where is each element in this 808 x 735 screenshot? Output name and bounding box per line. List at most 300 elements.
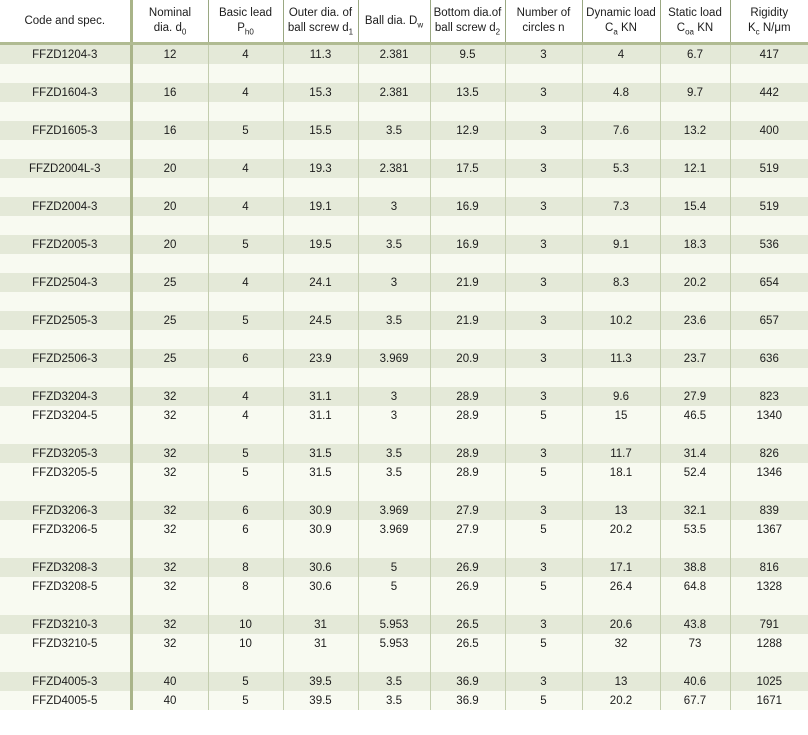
- cell-value: 31.4: [660, 444, 730, 463]
- cell-value: 31: [283, 615, 358, 634]
- spacer-cell: [660, 596, 730, 615]
- cell-value: 26.5: [430, 634, 505, 653]
- spacer-cell: [283, 254, 358, 273]
- cell-value: 5: [505, 520, 582, 539]
- cell-value: 1288: [730, 634, 808, 653]
- cell-value: 12: [131, 44, 208, 65]
- cell-code: FFZD2506-3: [0, 349, 131, 368]
- cell-value: 30.6: [283, 577, 358, 596]
- cell-value: 28.9: [430, 406, 505, 425]
- table-row: [0, 235, 808, 254]
- spacer-cell: [660, 140, 730, 159]
- cell-value: 20: [131, 159, 208, 178]
- cell-value: 2.381: [358, 44, 430, 65]
- cell-value: 38.8: [660, 558, 730, 577]
- spacer-cell: [208, 102, 283, 121]
- cell-value: 3: [505, 349, 582, 368]
- cell-value: 5: [208, 463, 283, 482]
- cell-value: 46.5: [660, 406, 730, 425]
- cell-value: 40: [131, 691, 208, 710]
- cell-value: 5: [208, 235, 283, 254]
- cell-value: 20.6: [582, 615, 660, 634]
- cell-value: 1025: [730, 672, 808, 691]
- cell-value: 1346: [730, 463, 808, 482]
- cell-value: 73: [660, 634, 730, 653]
- spacer-cell: [660, 330, 730, 349]
- cell-value: 816: [730, 558, 808, 577]
- cell-value: 67.7: [660, 691, 730, 710]
- cell-value: 32: [131, 615, 208, 634]
- cell-value: 40.6: [660, 672, 730, 691]
- cell-value: 5: [505, 691, 582, 710]
- cell-value: 7.6: [582, 121, 660, 140]
- spacer-cell: [730, 425, 808, 444]
- spacer-cell: [505, 596, 582, 615]
- spacer-cell: [505, 178, 582, 197]
- table-spacer-row: [0, 596, 808, 615]
- cell-value: 536: [730, 235, 808, 254]
- cell-code: FFZD3206-3: [0, 501, 131, 520]
- spacer-cell: [582, 596, 660, 615]
- cell-value: 19.3: [283, 159, 358, 178]
- table-spacer-row: [0, 140, 808, 159]
- table-spacer-row: [0, 64, 808, 83]
- spacer-cell: [505, 254, 582, 273]
- spacer-cell: [730, 292, 808, 311]
- cell-value: 5.953: [358, 615, 430, 634]
- cell-value: 3: [505, 672, 582, 691]
- spacer-cell: [208, 596, 283, 615]
- spacer-cell: [131, 425, 208, 444]
- table-row: [0, 83, 808, 102]
- spacer-cell: [131, 368, 208, 387]
- table-spacer-row: [0, 368, 808, 387]
- spacer-cell: [730, 368, 808, 387]
- cell-value: 27.9: [430, 520, 505, 539]
- spacer-cell: [131, 330, 208, 349]
- header-row: [0, 0, 808, 44]
- spacer-cell: [430, 482, 505, 501]
- cell-value: 20: [131, 197, 208, 216]
- cell-value: 32: [131, 634, 208, 653]
- spacer-cell: [358, 653, 430, 672]
- spacer-cell: [0, 140, 131, 159]
- cell-value: 20.2: [582, 520, 660, 539]
- spacer-cell: [730, 254, 808, 273]
- spacer-cell: [430, 140, 505, 159]
- column-header-0: Code and spec.: [0, 0, 131, 44]
- spacer-cell: [208, 330, 283, 349]
- cell-value: 3: [505, 501, 582, 520]
- cell-value: 32: [131, 501, 208, 520]
- cell-value: 519: [730, 197, 808, 216]
- column-header-7: Dynamic load $C_a$ KN: [582, 0, 660, 44]
- spacer-cell: [730, 64, 808, 83]
- cell-value: 11.7: [582, 444, 660, 463]
- cell-value: 13: [582, 501, 660, 520]
- cell-value: 32: [131, 577, 208, 596]
- cell-value: 3: [505, 197, 582, 216]
- cell-value: 6.7: [660, 44, 730, 65]
- cell-value: 3.969: [358, 501, 430, 520]
- spacer-cell: [505, 368, 582, 387]
- cell-value: 5.953: [358, 634, 430, 653]
- cell-value: 20.2: [660, 273, 730, 292]
- table-spacer-row: [0, 482, 808, 501]
- spacer-cell: [358, 216, 430, 235]
- cell-value: 654: [730, 273, 808, 292]
- cell-value: 3.5: [358, 463, 430, 482]
- cell-value: 15.3: [283, 83, 358, 102]
- cell-code: FFZD2504-3: [0, 273, 131, 292]
- cell-value: 3: [505, 387, 582, 406]
- cell-value: 20.2: [582, 691, 660, 710]
- cell-code: FFZD1604-3: [0, 83, 131, 102]
- cell-value: 2.381: [358, 159, 430, 178]
- spacer-cell: [0, 64, 131, 83]
- cell-value: 25: [131, 311, 208, 330]
- spacer-cell: [283, 330, 358, 349]
- spacer-cell: [283, 482, 358, 501]
- table-row: [0, 615, 808, 634]
- cell-value: 39.5: [283, 672, 358, 691]
- cell-value: 32: [131, 463, 208, 482]
- cell-value: 4: [208, 197, 283, 216]
- spacer-cell: [131, 292, 208, 311]
- spacer-cell: [430, 539, 505, 558]
- cell-value: 23.6: [660, 311, 730, 330]
- cell-value: 16.9: [430, 197, 505, 216]
- spacer-cell: [505, 539, 582, 558]
- column-header-2: Basic lead $P_{h0}$: [208, 0, 283, 44]
- cell-value: 10: [208, 615, 283, 634]
- cell-value: 2.381: [358, 83, 430, 102]
- cell-value: 39.5: [283, 691, 358, 710]
- cell-value: 31.1: [283, 406, 358, 425]
- spacer-cell: [0, 254, 131, 273]
- spacer-cell: [582, 140, 660, 159]
- cell-value: 3: [505, 311, 582, 330]
- spacer-cell: [730, 140, 808, 159]
- spacer-cell: [660, 425, 730, 444]
- cell-value: 18.1: [582, 463, 660, 482]
- table-row: [0, 197, 808, 216]
- spacer-cell: [430, 178, 505, 197]
- cell-value: 23.7: [660, 349, 730, 368]
- cell-value: 3: [358, 197, 430, 216]
- spacer-cell: [505, 482, 582, 501]
- cell-value: 791: [730, 615, 808, 634]
- cell-value: 4: [208, 273, 283, 292]
- cell-value: 32: [131, 444, 208, 463]
- spacer-cell: [358, 330, 430, 349]
- spacer-cell: [358, 102, 430, 121]
- spacer-cell: [283, 368, 358, 387]
- spacer-cell: [0, 596, 131, 615]
- cell-code: FFZD2004-3: [0, 197, 131, 216]
- cell-value: 30.9: [283, 501, 358, 520]
- spacer-cell: [505, 653, 582, 672]
- cell-code: FFZD3204-5: [0, 406, 131, 425]
- spacer-cell: [358, 425, 430, 444]
- spacer-cell: [730, 102, 808, 121]
- column-header-8: Static load $C_{oa}$ KN: [660, 0, 730, 44]
- spacer-cell: [208, 368, 283, 387]
- spacer-cell: [208, 178, 283, 197]
- spacer-cell: [283, 178, 358, 197]
- spacer-cell: [283, 216, 358, 235]
- cell-value: 3: [358, 273, 430, 292]
- cell-code: FFZD3210-3: [0, 615, 131, 634]
- spacer-cell: [283, 64, 358, 83]
- cell-value: 27.9: [660, 387, 730, 406]
- cell-value: 5: [358, 558, 430, 577]
- spacer-cell: [582, 653, 660, 672]
- spacer-cell: [131, 482, 208, 501]
- cell-value: 26.9: [430, 577, 505, 596]
- cell-value: 20.9: [430, 349, 505, 368]
- cell-value: 17.1: [582, 558, 660, 577]
- cell-value: 5: [208, 311, 283, 330]
- spacer-cell: [660, 292, 730, 311]
- table-spacer-row: [0, 653, 808, 672]
- spacer-cell: [0, 425, 131, 444]
- cell-value: 3: [358, 406, 430, 425]
- spacer-cell: [660, 482, 730, 501]
- cell-value: 32: [131, 520, 208, 539]
- spacer-cell: [660, 102, 730, 121]
- spacer-cell: [660, 653, 730, 672]
- header-subscript: a: [613, 27, 618, 37]
- spacer-cell: [430, 254, 505, 273]
- spacer-cell: [730, 482, 808, 501]
- column-header-1: Nominal dia. $d_0$: [131, 0, 208, 44]
- cell-value: 31.5: [283, 444, 358, 463]
- spacer-cell: [582, 482, 660, 501]
- cell-value: 40: [131, 672, 208, 691]
- cell-value: 43.8: [660, 615, 730, 634]
- cell-value: 10: [208, 634, 283, 653]
- cell-value: 36.9: [430, 691, 505, 710]
- cell-value: 32: [582, 634, 660, 653]
- table-row: [0, 311, 808, 330]
- cell-value: 1671: [730, 691, 808, 710]
- cell-value: 13.5: [430, 83, 505, 102]
- cell-value: 64.8: [660, 577, 730, 596]
- spacer-cell: [283, 539, 358, 558]
- cell-value: 36.9: [430, 672, 505, 691]
- spacer-cell: [358, 64, 430, 83]
- spacer-cell: [582, 330, 660, 349]
- cell-value: 823: [730, 387, 808, 406]
- table-row: [0, 634, 808, 653]
- table-row: [0, 406, 808, 425]
- cell-value: 9.6: [582, 387, 660, 406]
- spacer-cell: [505, 140, 582, 159]
- spacer-cell: [208, 254, 283, 273]
- cell-value: 25: [131, 273, 208, 292]
- cell-value: 25: [131, 349, 208, 368]
- table-row: [0, 159, 808, 178]
- cell-value: 10.2: [582, 311, 660, 330]
- cell-value: 1340: [730, 406, 808, 425]
- cell-value: 400: [730, 121, 808, 140]
- spacer-cell: [660, 254, 730, 273]
- spacer-cell: [131, 64, 208, 83]
- spacer-cell: [358, 254, 430, 273]
- cell-value: 28.9: [430, 463, 505, 482]
- cell-value: 519: [730, 159, 808, 178]
- cell-value: 26.4: [582, 577, 660, 596]
- cell-value: 24.5: [283, 311, 358, 330]
- cell-value: 12.1: [660, 159, 730, 178]
- table-header: [0, 0, 808, 44]
- cell-value: 3.5: [358, 235, 430, 254]
- spacer-cell: [660, 216, 730, 235]
- spacer-cell: [430, 596, 505, 615]
- cell-value: 11.3: [283, 44, 358, 65]
- cell-value: 8: [208, 558, 283, 577]
- cell-value: 3.5: [358, 672, 430, 691]
- header-subscript: 2: [495, 27, 501, 37]
- spacer-cell: [131, 254, 208, 273]
- cell-value: 5: [208, 444, 283, 463]
- cell-value: 3: [505, 558, 582, 577]
- spacer-cell: [358, 482, 430, 501]
- table-row: [0, 121, 808, 140]
- spacer-cell: [131, 216, 208, 235]
- spacer-cell: [131, 140, 208, 159]
- cell-value: 7.3: [582, 197, 660, 216]
- cell-value: 30.9: [283, 520, 358, 539]
- cell-value: 3.5: [358, 311, 430, 330]
- cell-code: FFZD4005-3: [0, 672, 131, 691]
- cell-value: 4.8: [582, 83, 660, 102]
- spacer-cell: [430, 330, 505, 349]
- spacer-cell: [283, 292, 358, 311]
- cell-code: FFZD3210-5: [0, 634, 131, 653]
- cell-value: 9.1: [582, 235, 660, 254]
- spacer-cell: [582, 254, 660, 273]
- cell-value: 3.5: [358, 121, 430, 140]
- cell-value: 3: [505, 83, 582, 102]
- table-row: [0, 501, 808, 520]
- spacer-cell: [358, 596, 430, 615]
- cell-value: 30.6: [283, 558, 358, 577]
- spacer-cell: [430, 216, 505, 235]
- spacer-cell: [358, 368, 430, 387]
- cell-value: 20: [131, 235, 208, 254]
- cell-value: 1367: [730, 520, 808, 539]
- cell-value: 15.5: [283, 121, 358, 140]
- spacer-cell: [283, 596, 358, 615]
- column-header-6: Number of circles n: [505, 0, 582, 44]
- cell-value: 3: [505, 44, 582, 65]
- spacer-cell: [283, 653, 358, 672]
- cell-value: 8.3: [582, 273, 660, 292]
- spacer-cell: [358, 140, 430, 159]
- table-spacer-row: [0, 178, 808, 197]
- cell-value: 1328: [730, 577, 808, 596]
- spacer-cell: [730, 653, 808, 672]
- cell-value: 3.969: [358, 520, 430, 539]
- cell-value: 27.9: [430, 501, 505, 520]
- cell-code: FFZD2505-3: [0, 311, 131, 330]
- cell-value: 28.9: [430, 387, 505, 406]
- cell-value: 5: [208, 121, 283, 140]
- spacer-cell: [430, 368, 505, 387]
- cell-value: 5: [208, 691, 283, 710]
- spacer-cell: [208, 653, 283, 672]
- cell-value: 5: [358, 577, 430, 596]
- header-subscript: w: [417, 19, 424, 29]
- spacer-cell: [0, 216, 131, 235]
- spacer-cell: [358, 178, 430, 197]
- spacer-cell: [208, 425, 283, 444]
- cell-value: 4: [208, 159, 283, 178]
- spacer-cell: [582, 102, 660, 121]
- spacer-cell: [131, 596, 208, 615]
- spacer-cell: [358, 539, 430, 558]
- spacer-cell: [505, 102, 582, 121]
- column-header-9: Rigidity $K_c$ N/μm: [730, 0, 808, 44]
- cell-value: 31: [283, 634, 358, 653]
- table-row: [0, 691, 808, 710]
- column-header-4: Ball dia. $D_w$: [358, 0, 430, 44]
- spacer-cell: [208, 539, 283, 558]
- cell-code: FFZD1605-3: [0, 121, 131, 140]
- cell-value: 3: [505, 444, 582, 463]
- spacer-cell: [660, 64, 730, 83]
- cell-value: 16.9: [430, 235, 505, 254]
- table-spacer-row: [0, 254, 808, 273]
- cell-value: 3.969: [358, 349, 430, 368]
- spacer-cell: [582, 64, 660, 83]
- spacer-cell: [0, 482, 131, 501]
- spacer-cell: [430, 292, 505, 311]
- cell-value: 5: [505, 634, 582, 653]
- header-subscript: 1: [348, 27, 354, 37]
- cell-value: 3: [505, 273, 582, 292]
- cell-value: 3: [358, 387, 430, 406]
- spacer-cell: [0, 102, 131, 121]
- spacer-cell: [283, 140, 358, 159]
- table-spacer-row: [0, 539, 808, 558]
- table-spacer-row: [0, 425, 808, 444]
- spacer-cell: [208, 292, 283, 311]
- spacer-cell: [582, 425, 660, 444]
- spacer-cell: [730, 596, 808, 615]
- cell-value: 3: [505, 615, 582, 634]
- cell-value: 4: [208, 44, 283, 65]
- spacer-cell: [730, 216, 808, 235]
- cell-value: 18.3: [660, 235, 730, 254]
- cell-value: 12.9: [430, 121, 505, 140]
- cell-value: 5: [505, 577, 582, 596]
- table-spacer-row: [0, 102, 808, 121]
- header-subscript: 0: [181, 27, 187, 37]
- table-row: [0, 520, 808, 539]
- cell-value: 11.3: [582, 349, 660, 368]
- cell-value: 417: [730, 44, 808, 65]
- cell-value: 21.9: [430, 311, 505, 330]
- table-row: [0, 577, 808, 596]
- spacer-cell: [660, 368, 730, 387]
- spacer-cell: [505, 64, 582, 83]
- spacer-cell: [208, 140, 283, 159]
- table-body: [0, 44, 808, 711]
- spacer-cell: [582, 292, 660, 311]
